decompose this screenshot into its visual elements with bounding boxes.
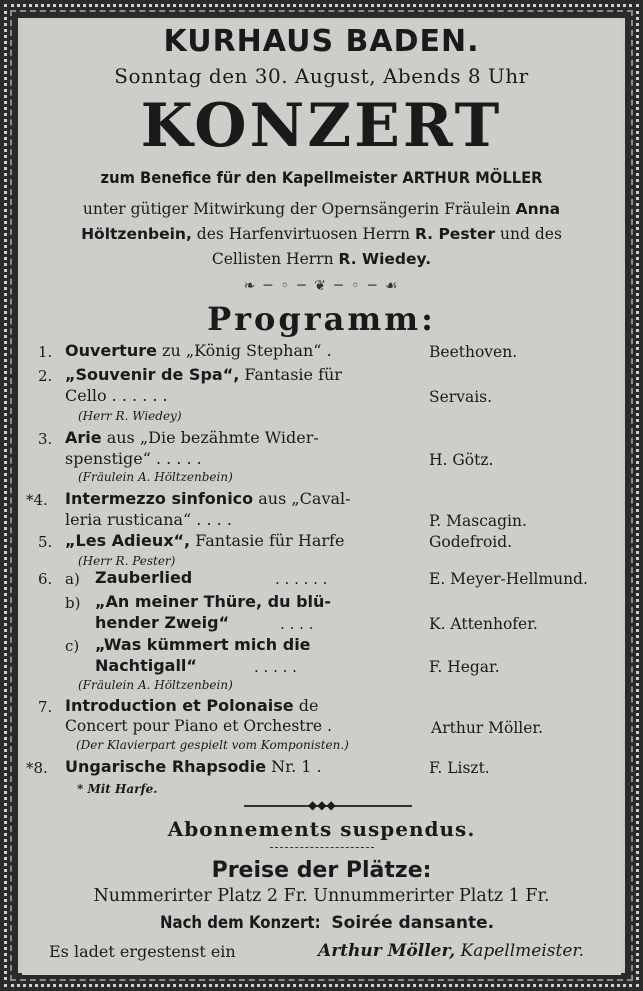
piece-detail: aus „Caval-: [253, 489, 351, 508]
piece-detail: de: [293, 696, 319, 715]
piece-title-cont: Nachtigall“: [95, 656, 197, 675]
program-heading: Programm:: [207, 300, 436, 338]
piece-title-cont: hender Zweig“: [95, 613, 230, 632]
signature: [318, 941, 584, 961]
leader-dots: . . . . .: [254, 658, 297, 676]
subscriptions-notice: Abonnements suspendus.: [167, 817, 476, 841]
piece-line-2: Concert pour Piano et Orchestre .: [65, 717, 332, 735]
piece-title: „Les Adieux“,: [65, 531, 191, 550]
piece-title: „Souvenir de Spa“,: [65, 365, 240, 384]
piece-title: Intermezzo sinfonico: [65, 489, 254, 508]
piece-detail: Fantasie für Harfe: [190, 531, 345, 550]
composer: Servais.: [429, 388, 493, 406]
signature-title: Kapellmeister.: [455, 941, 585, 961]
item-number: 7.: [38, 698, 53, 716]
invite-text: Es ladet ergestenst ein: [49, 942, 236, 961]
performer-note: (Fräulein A. Höltzenbein): [78, 678, 233, 692]
piece-line-2: leria rusticana“ . . . .: [65, 510, 232, 529]
assist-name-wiedey: R. Wiedey.: [338, 250, 432, 268]
program-item-3: [65, 428, 319, 447]
piece-detail: aus „Die bezähmte Wider-: [101, 428, 319, 447]
performer-note: (Fräulein A. Höltzenbein): [78, 470, 233, 484]
composer: Beethoven.: [429, 343, 518, 361]
piece-title: Ouverture: [65, 341, 157, 360]
divider-ornament-icon: ◆◆◆: [308, 798, 336, 812]
assist-name-hoeltzenbein: Höltzenbein,: [81, 225, 192, 243]
composer: P. Mascagin.: [429, 512, 527, 530]
piece-line-2: spenstige“ . . . . .: [65, 449, 202, 468]
sub-letter: b): [65, 594, 81, 612]
leader-dots: . . . . . .: [275, 570, 328, 588]
composer: F. Hegar.: [429, 658, 500, 676]
item-number: *8.: [26, 759, 48, 777]
item-number: 1.: [38, 343, 53, 361]
piece-title: „Was kümmert mich die: [95, 635, 311, 654]
prices-heading: Preise der Plätze:: [211, 858, 432, 883]
program-item-5: [65, 531, 344, 550]
piece-title: Zauberlied: [95, 568, 193, 587]
assist-line-1: [22, 200, 621, 218]
composer: K. Attenhofer.: [429, 615, 538, 633]
performer-note: (Der Klavierpart gespielt vom Komponisten.): [76, 738, 349, 752]
piece-detail: Nr. 1 .: [266, 757, 322, 776]
assist-name-anna: Anna: [515, 200, 561, 218]
assist-text: Cellisten Herrn: [211, 250, 339, 268]
sub-letter: c): [65, 637, 80, 655]
item-number: *4.: [26, 491, 48, 509]
assist-name-pester: R. Pester: [414, 225, 496, 243]
piece-line-2: Cello . . . . . .: [65, 386, 168, 405]
assist-text: des Harfenvirtuosen Herrn: [191, 225, 415, 243]
footnote: * Mit Harfe.: [77, 782, 158, 796]
composer: H. Götz.: [429, 451, 494, 469]
sub-letter: a): [65, 570, 80, 588]
item-number: 6.: [38, 570, 53, 588]
soiree-dansante: Soirée dansante.: [331, 913, 495, 933]
piece-title: Introduction et Polonaise: [65, 696, 294, 715]
program-item-8: [65, 757, 322, 776]
prices-line: Nummerirter Platz 2 Fr. Unnummerirter Platz 1 Fr.: [93, 886, 550, 906]
small-divider: [270, 847, 374, 849]
piece-title: Arie: [65, 428, 102, 447]
program-item-7: [65, 696, 318, 715]
leader-dots: . . . .: [280, 615, 314, 633]
performer-note: (Herr R. Pester): [78, 554, 176, 568]
piece-title: Ungarische Rhapsodie: [65, 757, 267, 776]
poster: [22, 20, 621, 975]
composer: F. Liszt.: [429, 759, 490, 777]
after-concert-line: [22, 913, 621, 933]
performer-note: (Herr R. Wiedey): [78, 409, 182, 423]
piece-title: „An meiner Thüre, du blü-: [95, 592, 332, 611]
item-number: 3.: [38, 430, 53, 448]
assist-line-3: [22, 250, 621, 268]
composer: Arthur Möller.: [431, 719, 544, 737]
composer: E. Meyer-Hellmund.: [429, 570, 588, 588]
composer: Godefroid.: [429, 533, 513, 551]
date-line: Sonntag den 30. August, Abends 8 Uhr: [114, 64, 529, 88]
venue-title: KURHAUS BADEN.: [163, 24, 480, 59]
item-number: 5.: [38, 533, 53, 551]
piece-detail: zu „König Stephan“ .: [156, 341, 332, 360]
ornament-divider-icon: ❧ ─ ◦ ─ ❦ ─ ◦ ─ ☙: [243, 278, 400, 294]
concert-title: KONZERT: [140, 91, 503, 161]
after-concert-label: Nach dem Konzert:: [159, 913, 321, 933]
program-item-4: [65, 489, 351, 508]
program-item-2: [65, 365, 342, 384]
benefit-line: zum Benefice für den Kapellmeister ARTHUR MÖLLER: [100, 168, 543, 187]
assist-line-2: [22, 225, 621, 243]
piece-detail: Fantasie für: [239, 365, 342, 384]
assist-text: und des: [495, 225, 562, 243]
item-number: 2.: [38, 367, 53, 385]
signature-name: Arthur Möller,: [318, 941, 456, 961]
assist-text: unter gütiger Mitwirkung der Opernsängerin Fräulein: [82, 200, 516, 218]
program-item-1: [65, 341, 332, 360]
